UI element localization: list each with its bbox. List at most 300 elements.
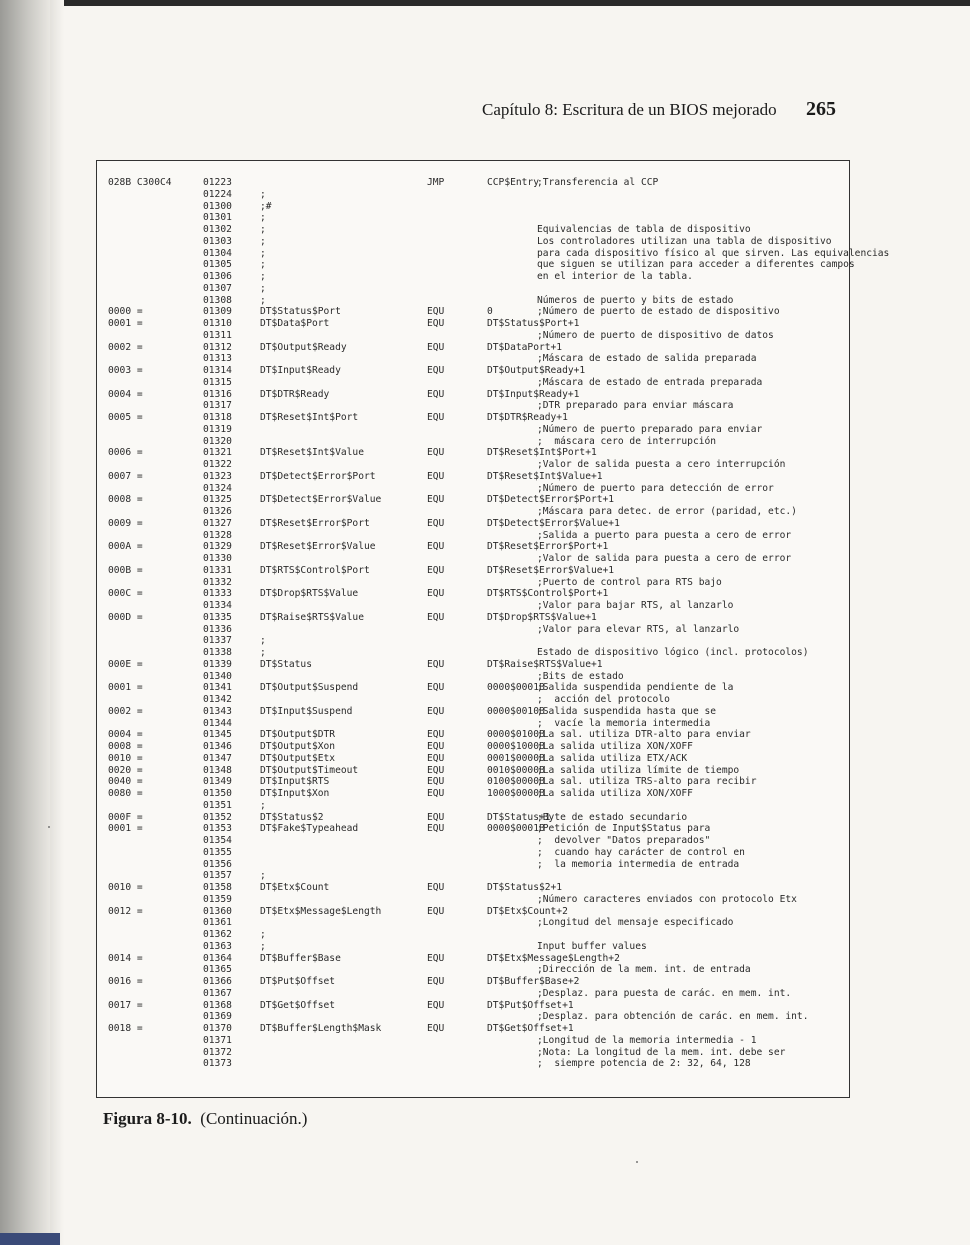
- comment-field: ;DTR preparado para enviar máscara: [537, 400, 734, 412]
- label-field: DT$Input$RTS: [260, 776, 330, 788]
- opcode-field: EQU: [427, 882, 445, 893]
- listing-line: [97, 259, 855, 271]
- listing-line: [97, 436, 851, 448]
- operand-field: DT$RTS$Control$Port+1: [487, 588, 609, 600]
- operand-field: 1000$0000B: [487, 788, 545, 799]
- label-field: DT$Etx$Count: [260, 882, 330, 893]
- line-number: 01321: [203, 447, 232, 459]
- line-number: 01305: [203, 259, 232, 271]
- listing-line: [97, 624, 851, 636]
- label-field: DT$Reset$Error$Port: [260, 517, 370, 529]
- label-field: ;: [260, 247, 266, 259]
- comment-field: Los controladores utilizan una tabla de dispositivo: [537, 235, 832, 247]
- listing-line: [97, 976, 851, 988]
- line-number: 01332: [203, 576, 232, 588]
- line-number: 01366: [203, 976, 232, 987]
- label-field: ;#: [260, 200, 272, 212]
- opcode-field: EQU: [427, 764, 445, 776]
- listing-address: 000C =: [108, 588, 143, 600]
- comment-field: ;La salida utiliza XON/XOFF: [537, 788, 693, 799]
- comment-field: ; la memoria intermedia de entrada: [537, 858, 740, 870]
- label-field: DT$Get$Offset: [260, 999, 336, 1011]
- listing-line: [97, 682, 851, 694]
- operand-field: DT$Status$Port+1: [487, 318, 580, 329]
- label-field: ;: [260, 224, 266, 235]
- line-number: 01331: [203, 564, 232, 576]
- listing-address: 0014 =: [108, 952, 143, 964]
- listing-line: [97, 800, 851, 812]
- listing-line: [97, 224, 851, 236]
- line-number: 01345: [203, 729, 232, 741]
- comment-field: ; acción del protocolo: [537, 694, 670, 705]
- comment-field: ;Salida suspendida hasta que se: [537, 705, 717, 717]
- comment-field: ;Valor de salida puesta a cero interrupción: [537, 459, 786, 470]
- line-number: 01346: [203, 741, 232, 752]
- line-number: 01373: [203, 1058, 232, 1070]
- operand-field: DT$Drop$RTS$Value+1: [487, 611, 597, 623]
- label-field: ;: [260, 294, 266, 306]
- listing-line: [97, 600, 851, 612]
- opcode-field: EQU: [427, 588, 445, 600]
- listing-line: [97, 941, 851, 953]
- comment-field: ;La salida utiliza límite de tiempo: [537, 764, 740, 776]
- comment-field: ;Byte de estado secundario: [537, 811, 688, 823]
- listing-address: 0002 =: [108, 705, 143, 717]
- listing-line: [97, 342, 851, 354]
- line-number: 01371: [203, 1034, 232, 1046]
- listing-line: [97, 859, 851, 871]
- listing-line: [97, 365, 851, 377]
- label-field: DT$Output$Timeout: [260, 764, 359, 776]
- opcode-field: EQU: [427, 447, 445, 459]
- listing-line: [97, 988, 851, 1000]
- listing-address: 0008 =: [108, 741, 143, 752]
- opcode-field: EQU: [427, 611, 445, 623]
- label-field: DT$Data$Port: [260, 318, 330, 329]
- comment-field: ;Nota: La longitud de la mem. int. debe ser: [537, 1046, 786, 1058]
- comment-field: ;Número caracteres enviados con protocolo Etx: [537, 893, 797, 905]
- operand-field: 0: [487, 306, 493, 318]
- opcode-field: EQU: [427, 658, 445, 670]
- comment-field: ;Salida a puerto para puesta a cero de error: [537, 529, 792, 541]
- listing-line: [97, 424, 851, 436]
- listing-line: [97, 823, 851, 835]
- page-header: [482, 98, 842, 124]
- label-field: DT$Output$DTR: [260, 729, 336, 741]
- listing-address: 0003 =: [108, 365, 143, 376]
- operand-field: 0010$0000B: [487, 764, 545, 776]
- label-field: DT$Output$Suspend: [260, 682, 359, 694]
- line-number: 01361: [203, 917, 232, 929]
- comment-field: Estado de dispositivo lógico (incl. protocolos): [537, 647, 809, 658]
- line-number: 01368: [203, 999, 232, 1011]
- listing-address: 0001 =: [108, 318, 143, 329]
- line-number: 01316: [203, 388, 232, 400]
- listing-line: [97, 459, 851, 471]
- figure-label: Figura 8-10.: [103, 1109, 192, 1128]
- opcode-field: EQU: [427, 494, 445, 506]
- label-field: DT$Reset$Int$Port: [260, 412, 359, 423]
- comment-field: ;Valor de salida para puesta a cero de error: [537, 553, 792, 564]
- comment-field: ;Longitud de la memoria intermedia - 1: [537, 1034, 757, 1046]
- line-number: 01317: [203, 400, 232, 412]
- line-number: 01326: [203, 506, 232, 517]
- line-number: 01342: [203, 694, 232, 705]
- label-field: ;: [260, 259, 266, 271]
- comment-field: ;Valor para elevar RTS, al lanzarlo: [537, 623, 740, 635]
- line-number: 01308: [203, 294, 232, 306]
- listing-line: [97, 330, 851, 342]
- comment-field: ;Longitud del mensaje especificado: [537, 917, 734, 929]
- listing-address: 0006 =: [108, 447, 143, 459]
- listing-line: [97, 894, 851, 906]
- listing-line: [97, 283, 851, 295]
- comment-field: ;Desplaz. para obtención de carác. en mem. int.: [537, 1011, 809, 1023]
- comment-field: ; devolver "Datos preparados": [537, 835, 711, 846]
- label-field: DT$Etx$Message$Length: [260, 905, 382, 917]
- line-number: 01334: [203, 600, 232, 611]
- line-number: 01335: [203, 611, 232, 623]
- listing-line: [97, 870, 851, 882]
- opcode-field: EQU: [427, 1023, 445, 1034]
- comment-field: ;Petición de Input$Status para: [537, 823, 711, 835]
- label-field: ;: [260, 799, 266, 811]
- opcode-field: EQU: [427, 776, 445, 788]
- listing-line: [97, 635, 851, 647]
- comment-field: ;Salida suspendida pendiente de la: [537, 682, 734, 694]
- label-field: DT$Detect$Error$Value: [260, 494, 382, 506]
- line-number: 01362: [203, 929, 232, 940]
- opcode-field: EQU: [427, 365, 445, 376]
- listing-line: [97, 929, 851, 941]
- operand-field: DT$Detect$Error$Value+1: [487, 517, 620, 529]
- operand-field: DT$Status+1: [487, 811, 551, 823]
- listing-line: [97, 917, 851, 929]
- line-number: 01319: [203, 423, 232, 435]
- opcode-field: EQU: [427, 388, 445, 400]
- label-field: DT$Output$Ready: [260, 341, 347, 353]
- opcode-field: EQU: [427, 517, 445, 529]
- label-field: DT$Status: [260, 658, 312, 670]
- label-field: DT$Drop$RTS$Value: [260, 588, 359, 600]
- opcode-field: EQU: [427, 341, 445, 353]
- line-number: 01312: [203, 341, 232, 353]
- opcode-field: EQU: [427, 788, 445, 799]
- opcode-field: EQU: [427, 823, 445, 835]
- listing-address: 0012 =: [108, 905, 143, 917]
- listing-address: 0001 =: [108, 823, 143, 835]
- listing-line: [97, 882, 851, 894]
- listing-address: 0017 =: [108, 999, 143, 1011]
- listing-line: [97, 494, 851, 506]
- opcode-field: EQU: [427, 470, 445, 482]
- opcode-field: EQU: [427, 952, 445, 964]
- listing-line: [97, 612, 851, 624]
- line-number: 01307: [203, 282, 232, 294]
- line-number: 01309: [203, 306, 232, 318]
- line-number: 01349: [203, 776, 232, 788]
- opcode-field: EQU: [427, 682, 445, 694]
- listing-line: [97, 553, 851, 565]
- book-spine-gradient: [50, 0, 64, 1245]
- comment-field: en el interior de la tabla.: [537, 271, 693, 282]
- listing-line: [97, 212, 851, 224]
- line-number: 01365: [203, 964, 232, 976]
- line-number: 01350: [203, 788, 232, 799]
- figure-caption: [103, 1109, 307, 1129]
- listing-address: 0008 =: [108, 494, 143, 506]
- listing-address: 0018 =: [108, 1023, 143, 1034]
- line-number: 01301: [203, 212, 232, 224]
- line-number: 01313: [203, 353, 232, 365]
- line-number: 01330: [203, 553, 232, 564]
- listing-line: [97, 729, 851, 741]
- line-number: 01354: [203, 835, 232, 846]
- listing-line: [97, 671, 851, 683]
- line-number: 01363: [203, 940, 232, 952]
- listing-address: 028B C300C4: [108, 177, 172, 188]
- comment-field: ;La sal. utiliza DTR-alto para enviar: [537, 729, 751, 741]
- line-number: 01224: [203, 188, 232, 200]
- listing-line: [97, 647, 851, 659]
- comment-field: para cada dispositivo físico al que sirven. Las equivalencias: [537, 247, 890, 259]
- line-number: 01303: [203, 235, 232, 247]
- listing-line: [97, 706, 851, 718]
- line-number: 01300: [203, 200, 232, 212]
- listing-line: [97, 694, 851, 706]
- operand-field: DT$Etx$Count+2: [487, 905, 568, 917]
- listing-address: 0080 =: [108, 788, 143, 799]
- line-number: 01328: [203, 529, 232, 541]
- listing-line: [97, 835, 851, 847]
- operand-field: DT$Status$2+1: [487, 882, 563, 893]
- label-field: ;: [260, 647, 266, 658]
- label-field: ;: [260, 271, 266, 282]
- listing-line: [97, 247, 890, 260]
- comment-field: ; vacíe la memoria intermedia: [537, 717, 711, 729]
- page-number: 265: [806, 98, 836, 120]
- listing-address: 0020 =: [108, 764, 143, 776]
- listing-line: [97, 377, 851, 389]
- label-field: ;: [260, 235, 266, 247]
- listing-address: 0040 =: [108, 776, 143, 788]
- opcode-field: EQU: [427, 741, 445, 752]
- line-number: 01304: [203, 247, 232, 259]
- opcode-field: EQU: [427, 541, 445, 553]
- label-field: ;: [260, 282, 266, 294]
- comment-field: ;Número de puerto de dispositivo de datos: [537, 329, 774, 341]
- listing-line: [97, 318, 851, 330]
- line-number: 01356: [203, 858, 232, 870]
- line-number: 01344: [203, 717, 232, 729]
- listing-line: [97, 718, 851, 730]
- comment-field: ;Máscara para detec. de error (paridad, etc.): [537, 506, 797, 517]
- comment-field: ;Número de puerto de estado de dispositivo: [537, 306, 780, 318]
- operand-field: DT$Detect$Error$Port+1: [487, 494, 615, 506]
- listing-line: [97, 788, 851, 800]
- operand-field: DT$Input$Ready+1: [487, 388, 580, 400]
- listing-address: 0004 =: [108, 729, 143, 741]
- line-number: 01338: [203, 647, 232, 658]
- label-field: DT$Status$2: [260, 811, 324, 823]
- listing-line: [97, 177, 851, 189]
- comment-field: ;Valor para bajar RTS, al lanzarlo: [537, 600, 734, 611]
- code-listing-box: [96, 160, 890, 1098]
- line-number: 01322: [203, 459, 232, 470]
- figure-caption-text: (Continuación.): [200, 1109, 308, 1128]
- line-number: 01367: [203, 987, 232, 999]
- listing-address: 000A =: [108, 541, 143, 553]
- listing-line: [97, 1011, 851, 1023]
- listing-address: 0010 =: [108, 882, 143, 893]
- listing-address: 0004 =: [108, 388, 143, 400]
- listing-address: 000D =: [108, 611, 143, 623]
- label-field: DT$Detect$Error$Port: [260, 470, 376, 482]
- listing-address: 0005 =: [108, 412, 143, 423]
- listing-line: [97, 400, 851, 412]
- label-field: DT$Input$Suspend: [260, 705, 353, 717]
- line-number: 01369: [203, 1011, 232, 1023]
- operand-field: DT$Output$Ready+1: [487, 365, 586, 376]
- line-number: 01370: [203, 1023, 232, 1034]
- comment-field: ;Número de puerto preparado para enviar: [537, 423, 763, 435]
- listing-address: 0001 =: [108, 682, 143, 694]
- label-field: DT$Input$Ready: [260, 365, 341, 376]
- listing-line: [97, 964, 851, 976]
- line-number: 01327: [203, 517, 232, 529]
- comment-field: ; siempre potencia de 2: 32, 64, 128: [537, 1058, 751, 1070]
- label-field: DT$Buffer$Length$Mask: [260, 1023, 382, 1034]
- opcode-field: EQU: [427, 729, 445, 741]
- line-number: 01348: [203, 764, 232, 776]
- listing-line: [97, 353, 851, 365]
- comment-field: ;La salida utiliza ETX/ACK: [537, 752, 688, 764]
- label-field: DT$Buffer$Base: [260, 952, 341, 964]
- line-number: 01352: [203, 811, 232, 823]
- label-field: DT$Raise$RTS$Value: [260, 611, 364, 623]
- book-spine-shadow: [0, 0, 50, 1245]
- listing-line: [97, 659, 851, 671]
- label-field: DT$Put$Offset: [260, 976, 336, 987]
- listing-address: 0002 =: [108, 341, 143, 353]
- listing-line: [97, 741, 851, 753]
- label-field: ;: [260, 188, 266, 200]
- line-number: 01314: [203, 365, 232, 376]
- listing-line: [97, 271, 851, 283]
- comment-field: ;Bits de estado: [537, 670, 624, 682]
- comment-field: ; cuando hay carácter de control en: [537, 846, 745, 858]
- line-number: 01306: [203, 271, 232, 282]
- line-number: 01223: [203, 177, 232, 188]
- comment-field: ;La sal. utiliza TRS-alto para recibir: [537, 776, 757, 788]
- line-number: 01347: [203, 752, 232, 764]
- listing-line: [97, 1023, 851, 1035]
- line-number: 01333: [203, 588, 232, 600]
- opcode-field: EQU: [427, 976, 445, 987]
- opcode-field: EQU: [427, 564, 445, 576]
- listing-line: [97, 565, 851, 577]
- opcode-field: EQU: [427, 811, 445, 823]
- speck: [48, 826, 50, 828]
- label-field: DT$DTR$Ready: [260, 388, 330, 400]
- speck: [636, 1161, 638, 1163]
- operand-field: DT$Put$Offset+1: [487, 999, 574, 1011]
- comment-field: que siguen se utilizan para acceder a diferentes campos: [537, 259, 855, 271]
- comment-field: ;Transferencia al CCP: [537, 177, 659, 188]
- listing-line: [97, 201, 851, 213]
- operand-field: 0000$0010B: [487, 705, 545, 717]
- line-number: 01329: [203, 541, 232, 553]
- listing-line: [97, 412, 851, 424]
- operand-field: 0100$0000B: [487, 776, 545, 788]
- line-number: 01302: [203, 224, 232, 235]
- operand-field: DT$Get$Offset+1: [487, 1023, 574, 1034]
- listing-address: 0007 =: [108, 470, 143, 482]
- opcode-field: EQU: [427, 905, 445, 917]
- opcode-field: EQU: [427, 306, 445, 318]
- line-number: 01357: [203, 870, 232, 882]
- line-number: 01343: [203, 705, 232, 717]
- line-number: 01358: [203, 882, 232, 893]
- label-field: ;: [260, 940, 266, 952]
- listing-address: 0009 =: [108, 517, 143, 529]
- line-number: 01364: [203, 952, 232, 964]
- label-field: DT$Reset$Int$Value: [260, 447, 364, 459]
- operand-field: 0000$0001B: [487, 823, 545, 835]
- line-number: 01341: [203, 682, 232, 694]
- listing-line: [97, 847, 851, 859]
- label-field: ;: [260, 929, 266, 940]
- comment-field: ;Desplaz. para puesta de carác. en mem. int.: [537, 987, 792, 999]
- listing-line: [97, 506, 851, 518]
- line-number: 01340: [203, 670, 232, 682]
- operand-field: DT$Reset$Int$Value+1: [487, 470, 603, 482]
- chapter-title: Capítulo 8: Escritura de un BIOS mejorado: [482, 100, 777, 119]
- listing-line: [97, 776, 851, 788]
- listing-line: [97, 295, 851, 307]
- comment-field: ;La salida utiliza XON/XOFF: [537, 741, 693, 752]
- top-edge-band: [0, 0, 970, 6]
- operand-field: DT$Buffer$Base+2: [487, 976, 580, 987]
- line-number: 01315: [203, 376, 232, 388]
- line-number: 01353: [203, 823, 232, 835]
- opcode-field: JMP: [427, 177, 445, 188]
- listing-line: [97, 530, 851, 542]
- listing-line: [97, 953, 851, 965]
- operand-field: DT$Reset$Int$Port+1: [487, 447, 597, 459]
- line-number: 01360: [203, 905, 232, 917]
- operand-field: DT$DataPort+1: [487, 341, 563, 353]
- line-number: 01351: [203, 799, 232, 811]
- listing-line: [97, 906, 851, 918]
- operand-field: 0001$0000B: [487, 752, 545, 764]
- label-field: DT$Fake$Typeahead: [260, 823, 359, 835]
- comment-field: ;Puerto de control para RTS bajo: [537, 576, 722, 588]
- opcode-field: EQU: [427, 999, 445, 1011]
- line-number: 01372: [203, 1046, 232, 1058]
- comment-field: Equivalencias de tabla de dispositivo: [537, 224, 751, 235]
- listing-line: [97, 189, 851, 201]
- listing-line: [97, 447, 851, 459]
- listing-address: 0016 =: [108, 976, 143, 987]
- listing-line: [97, 1035, 851, 1047]
- listing-address: 0010 =: [108, 752, 143, 764]
- label-field: ;: [260, 870, 266, 882]
- label-field: ;: [260, 212, 266, 224]
- line-number: 01336: [203, 623, 232, 635]
- label-field: ;: [260, 635, 266, 647]
- listing-line: [97, 236, 851, 248]
